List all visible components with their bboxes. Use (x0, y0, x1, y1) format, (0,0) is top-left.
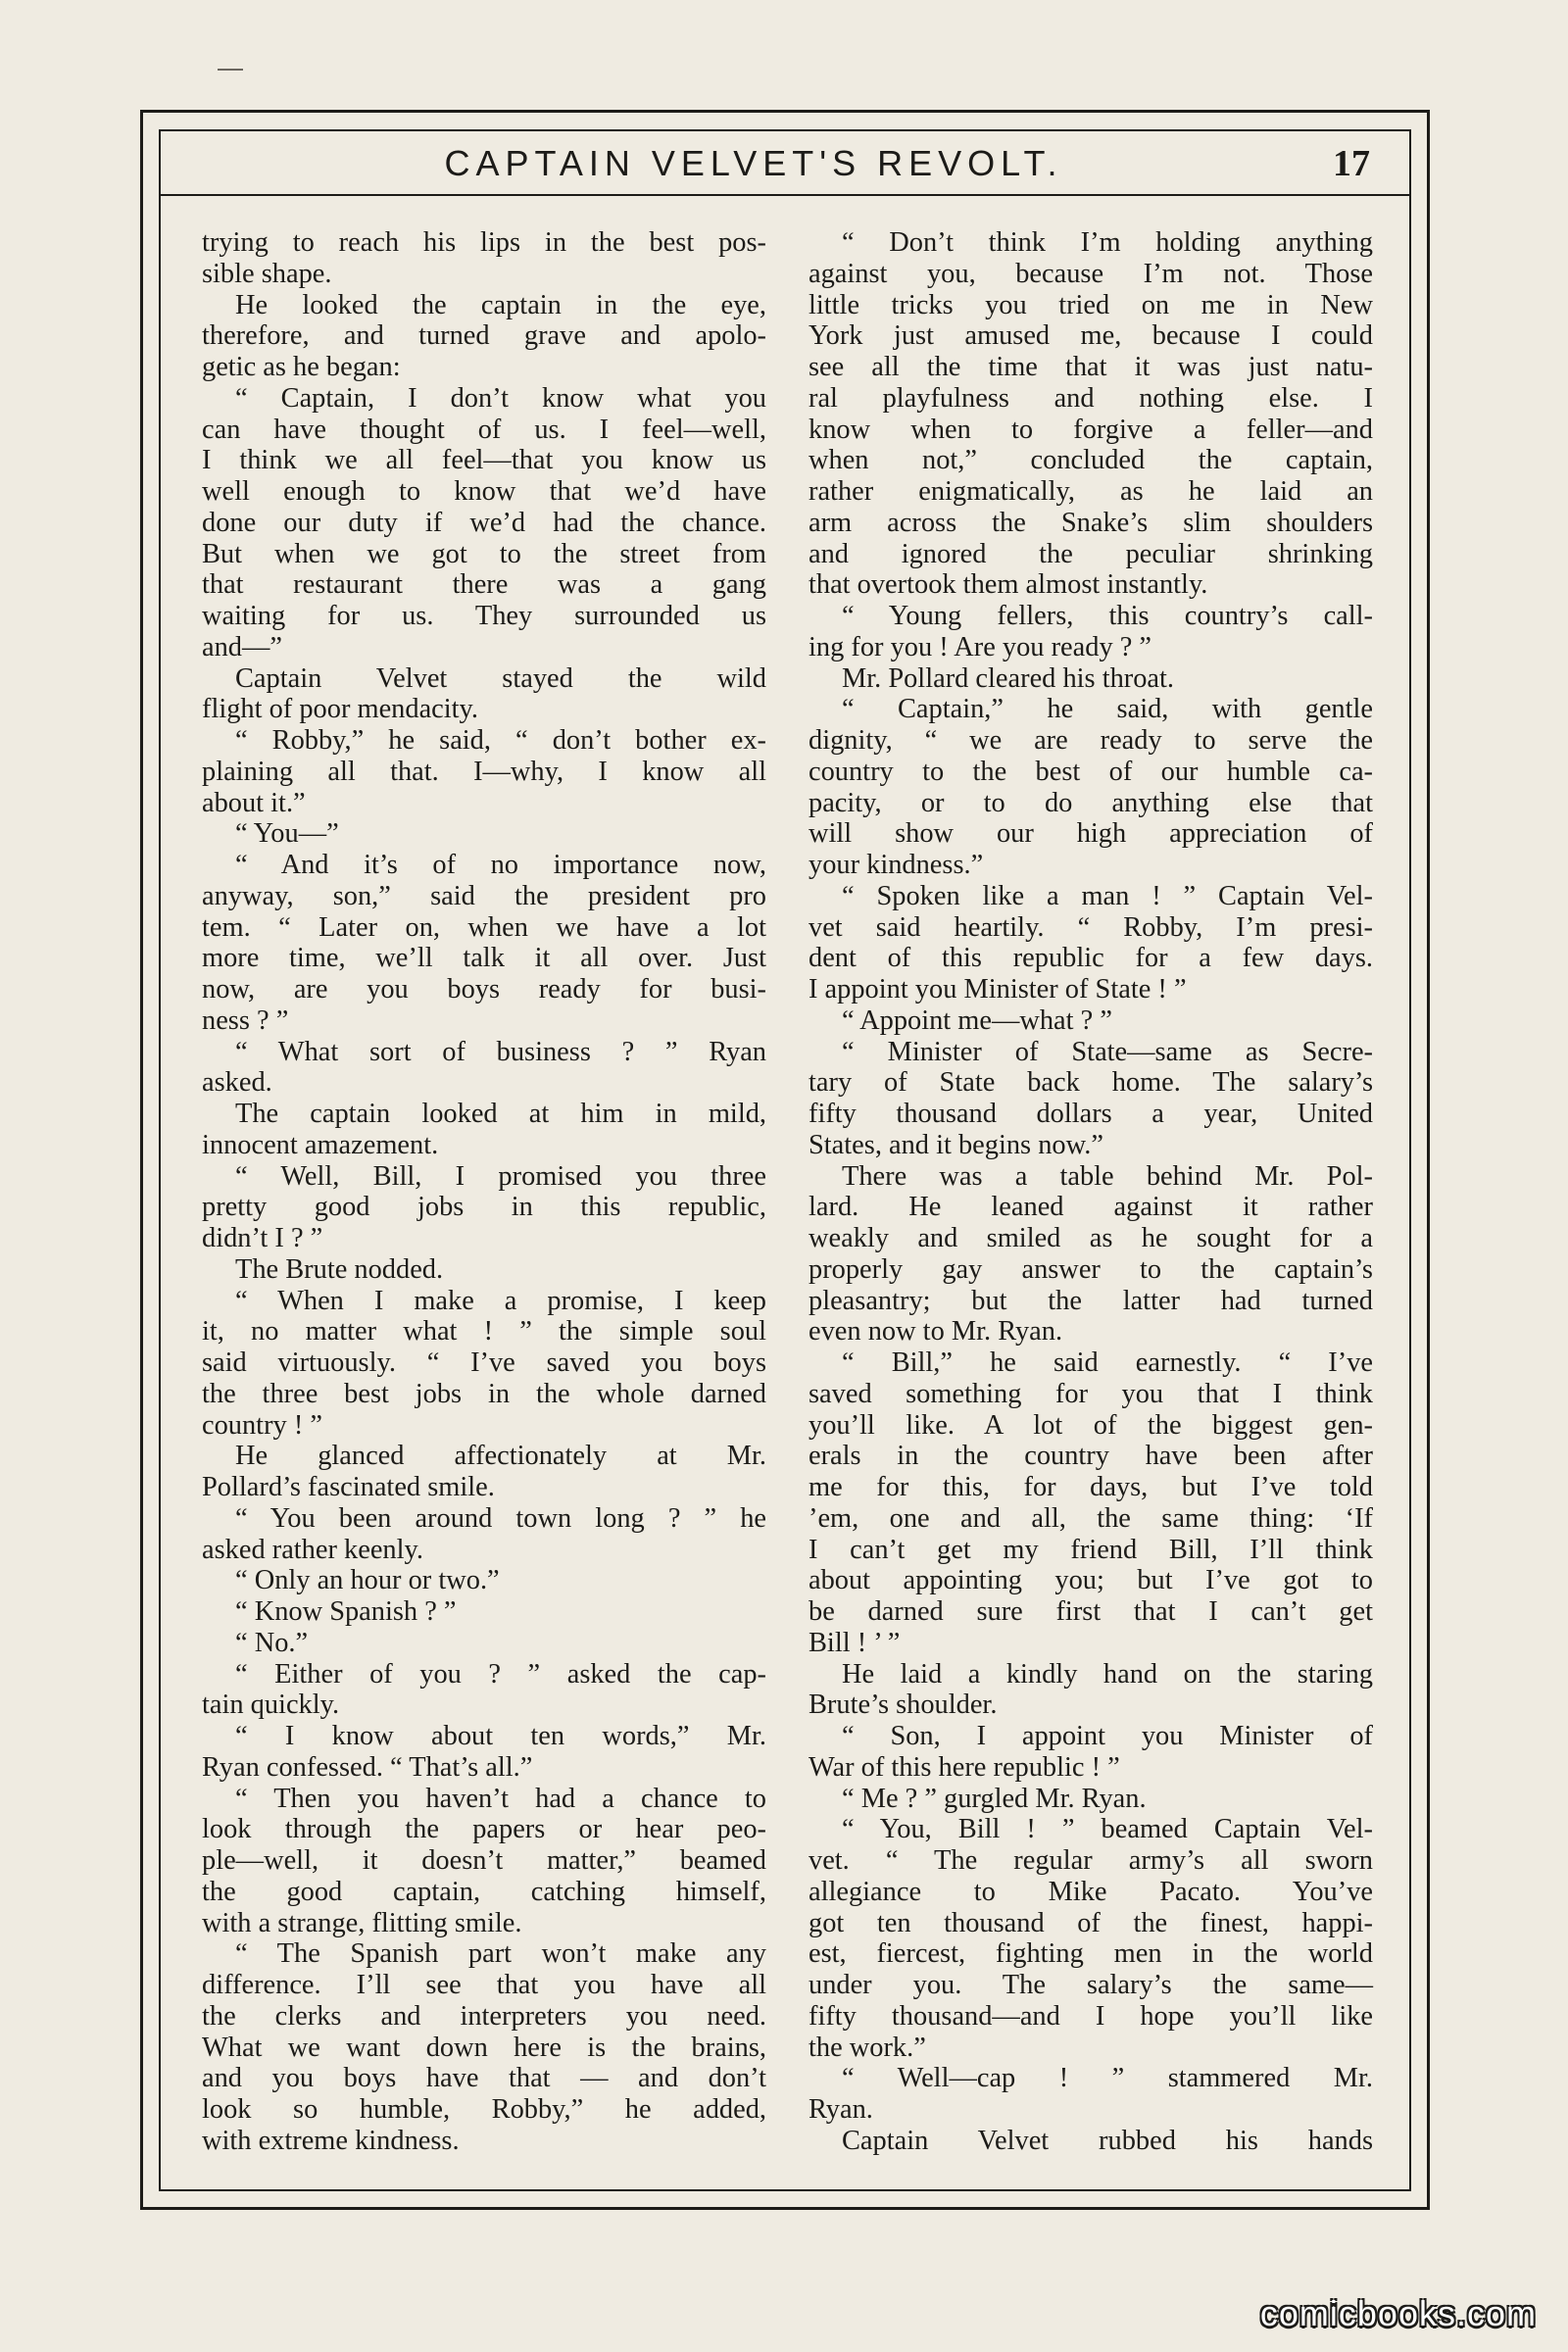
text-line: waiting for us. They surrounded us (202, 601, 766, 631)
text-line: York just amused me, because I could (808, 320, 1373, 352)
text-line: anyway, son,” said the president pro (202, 880, 766, 911)
text-line: you’ll like. A lot of the biggest gen- (808, 1409, 1373, 1441)
text-line: with extreme kindness. (202, 2125, 460, 2156)
text-line: “ When I make a promise, I keep (235, 1285, 766, 1316)
text-line: your kindness.” (808, 850, 984, 880)
text-line: ’em, one and all, the same thing: ‘If (808, 1502, 1373, 1534)
text-line: “ You—” (235, 818, 339, 850)
text-line: innocent amazement. (202, 1129, 439, 1160)
text-line: sible shape. (202, 258, 332, 289)
page-number: 17 (1333, 143, 1370, 184)
text-line: The captain looked at him in mild, (235, 1099, 766, 1129)
text-line: “ Only an hour or two.” (235, 1565, 500, 1596)
text-line: “ Bill,” he said earnestly. “ I’ve (842, 1348, 1373, 1378)
text-line: when not,” concluded the captain, (808, 445, 1373, 476)
text-line: even now to Mr. Ryan. (808, 1316, 1063, 1348)
text-line: I appoint you Minister of State ! ” (808, 974, 1187, 1004)
text-line: est, fiercest, fighting men in the world (808, 1938, 1373, 1970)
text-line: I can’t get my friend Bill, I’ll think (808, 1534, 1373, 1565)
text-column-left (202, 227, 766, 2157)
text-line: What we want down here is the brains, (202, 2032, 766, 2063)
text-line: see all the time that it was just natu- (808, 352, 1373, 382)
text-line: “ Well—cap ! ” stammered Mr. (842, 2063, 1373, 2094)
text-line: “ Captain,” he said, with gentle (842, 694, 1373, 725)
text-line: States, and it begins now.” (808, 1129, 1103, 1160)
text-line: But when we got to the street from (202, 538, 766, 569)
text-line: ral playfulness and nothing else. I (808, 382, 1373, 414)
text-line: under you. The salary’s the same— (808, 1970, 1373, 2000)
text-line: “ No.” (235, 1627, 309, 1658)
text-line: “ Minister of State—same as Secre- (842, 1036, 1373, 1067)
text-line: dignity, “ we are ready to serve the (808, 725, 1373, 756)
text-line: done our duty if we’d had the chance. (202, 507, 766, 538)
text-line: allegiance to Mike Pacato. You’ve (808, 1876, 1373, 1907)
text-line: will show our high appreciation of (808, 818, 1373, 850)
text-line: pretty good jobs in this republic, (202, 1192, 766, 1223)
text-line: with a strange, flitting smile. (202, 1907, 522, 1938)
text-line: “ You, Bill ! ” beamed Captain Vel- (842, 1814, 1373, 1845)
text-line: The Brute nodded. (235, 1253, 444, 1285)
text-line: He laid a kindly hand on the staring (842, 1658, 1373, 1690)
text-line: can have thought of us. I feel—well, (202, 414, 766, 445)
text-line: “ Son, I appoint you Minister of (842, 1721, 1373, 1751)
text-line: difference. I’ll see that you have all (202, 1970, 766, 2000)
text-line: Brute’s shoulder. (808, 1690, 998, 1721)
text-line: plaining all that. I—why, I know all (202, 756, 766, 787)
text-line: Ryan confessed. “ That’s all.” (202, 1751, 533, 1783)
text-line: “ Then you haven’t had a chance to (235, 1783, 766, 1814)
text-line: dent of this republic for a few days. (808, 943, 1373, 974)
text-line: got ten thousand of the finest, happi- (808, 1907, 1373, 1938)
text-line: well enough to know that we’d have (202, 476, 766, 507)
text-line: tem. “ Later on, when we have a lot (202, 911, 766, 943)
text-line: country ! ” (202, 1409, 322, 1441)
text-line: tary of State back home. The salary’s (808, 1067, 1373, 1099)
text-line: asked rather keenly. (202, 1534, 423, 1565)
text-line: pacity, or to do anything else that (808, 787, 1373, 818)
text-line: it, no matter what ! ” the simple soul (202, 1316, 766, 1348)
text-line: against you, because I’m not. Those (808, 258, 1373, 289)
text-line: “ What sort of business ? ” Ryan (235, 1036, 766, 1067)
text-line: that overtook them almost instantly. (808, 569, 1208, 601)
text-line: pleasantry; but the latter had turned (808, 1285, 1373, 1316)
text-line: “ Know Spanish ? ” (235, 1596, 457, 1627)
running-head (161, 131, 1409, 196)
text-line: vet said heartily. “ Robby, I’m presi- (808, 911, 1373, 943)
text-line: look through the papers or hear peo- (202, 1814, 766, 1845)
text-line: and ignored the peculiar shrinking (808, 538, 1373, 569)
text-line: and you boys have that — and don’t (202, 2063, 766, 2094)
text-line: fifty thousand—and I hope you’ll like (808, 2000, 1373, 2032)
text-line: “ The Spanish part won’t make any (235, 1938, 766, 1970)
text-line: War of this here republic ! ” (808, 1751, 1120, 1783)
text-line: that restaurant there was a gang (202, 569, 766, 601)
text-line: asked. (202, 1067, 272, 1099)
text-line: me for this, for days, but I’ve told (808, 1472, 1373, 1502)
text-line: now, are you boys ready for busi- (202, 974, 766, 1004)
text-line: saved something for you that I think (808, 1378, 1373, 1409)
text-line: Captain Velvet stayed the wild (235, 662, 766, 694)
text-column-right (808, 227, 1373, 2157)
text-line: be darned sure first that I can’t get (808, 1596, 1373, 1627)
text-line: the clerks and interpreters you need. (202, 2000, 766, 2032)
text-line: didn’t I ? ” (202, 1223, 323, 1253)
text-line: know when to forgive a feller—and (808, 414, 1373, 445)
text-line: erals in the country have been after (808, 1441, 1373, 1472)
text-line: “ Captain, I don’t know what you (235, 382, 766, 414)
text-line: He looked the captain in the eye, (235, 289, 766, 320)
text-line: and—” (202, 631, 282, 662)
text-line: properly gay answer to the captain’s (808, 1253, 1373, 1285)
text-line: Ryan. (808, 2094, 873, 2125)
text-line: about appointing you; but I’ve got to (808, 1565, 1373, 1596)
text-line: more time, we’ll talk it all over. Just (202, 943, 766, 974)
text-line: little tricks you tried on me in New (808, 289, 1373, 320)
text-line: lard. He leaned against it rather (808, 1192, 1373, 1223)
text-line: “ Either of you ? ” asked the cap- (235, 1658, 766, 1690)
text-line: “ And it’s of no importance now, (235, 850, 766, 880)
text-line: Bill ! ’ ” (808, 1627, 901, 1658)
text-line: flight of poor mendacity. (202, 694, 478, 725)
text-line: “ Young fellers, this country’s call- (842, 601, 1373, 631)
text-line: “ I know about ten words,” Mr. (235, 1721, 766, 1751)
text-line: “ Spoken like a man ! ” Captain Vel- (842, 880, 1373, 911)
text-line: “ Appoint me—what ? ” (842, 1004, 1112, 1036)
text-line: ple—well, it doesn’t matter,” beamed (202, 1845, 766, 1876)
text-line: “ Robby,” he said, “ don’t bother ex- (235, 725, 766, 756)
text-line: said virtuously. “ I’ve saved you boys (202, 1348, 766, 1378)
text-line: trying to reach his lips in the best pos- (202, 227, 766, 258)
text-line: weakly and smiled as he sought for a (808, 1223, 1373, 1253)
text-line: fifty thousand dollars a year, United (808, 1099, 1373, 1129)
text-line: look so humble, Robby,” he added, (202, 2094, 766, 2125)
text-line: about it.” (202, 787, 306, 818)
text-line: the three best jobs in the whole darned (202, 1378, 766, 1409)
watermark: comicbooks.com (1259, 2293, 1537, 2333)
running-title: CAPTAIN VELVET'S REVOLT. (444, 143, 1063, 183)
text-line: There was a table behind Mr. Pol- (842, 1160, 1373, 1192)
page-corner-mark (218, 69, 243, 71)
text-line: Pollard’s fascinated smile. (202, 1472, 495, 1502)
text-line: vet. “ The regular army’s all sworn (808, 1845, 1373, 1876)
text-line: Mr. Pollard cleared his throat. (842, 662, 1175, 694)
text-line: “ Well, Bill, I promised you three (235, 1160, 766, 1192)
text-line: the work.” (808, 2032, 926, 2063)
text-line: therefore, and turned grave and apolo- (202, 320, 766, 352)
text-line: rather enigmatically, as he laid an (808, 476, 1373, 507)
text-line: “ You been around town long ? ” he (235, 1502, 766, 1534)
text-line: Captain Velvet rubbed his hands (842, 2125, 1373, 2156)
text-line: getic as he began: (202, 352, 401, 382)
text-line: ing for you ! Are you ready ? ” (808, 631, 1152, 662)
text-line: country to the best of our humble ca- (808, 756, 1373, 787)
text-line: arm across the Snake’s slim shoulders (808, 507, 1373, 538)
text-line: “ Me ? ” gurgled Mr. Ryan. (842, 1783, 1147, 1814)
text-line: I think we all feel—that you know us (202, 445, 766, 476)
text-line: ness ? ” (202, 1004, 289, 1036)
text-line: tain quickly. (202, 1690, 340, 1721)
text-line: the good captain, catching himself, (202, 1876, 766, 1907)
text-line: “ Don’t think I’m holding anything (842, 227, 1373, 258)
text-line: He glanced affectionately at Mr. (235, 1441, 766, 1472)
